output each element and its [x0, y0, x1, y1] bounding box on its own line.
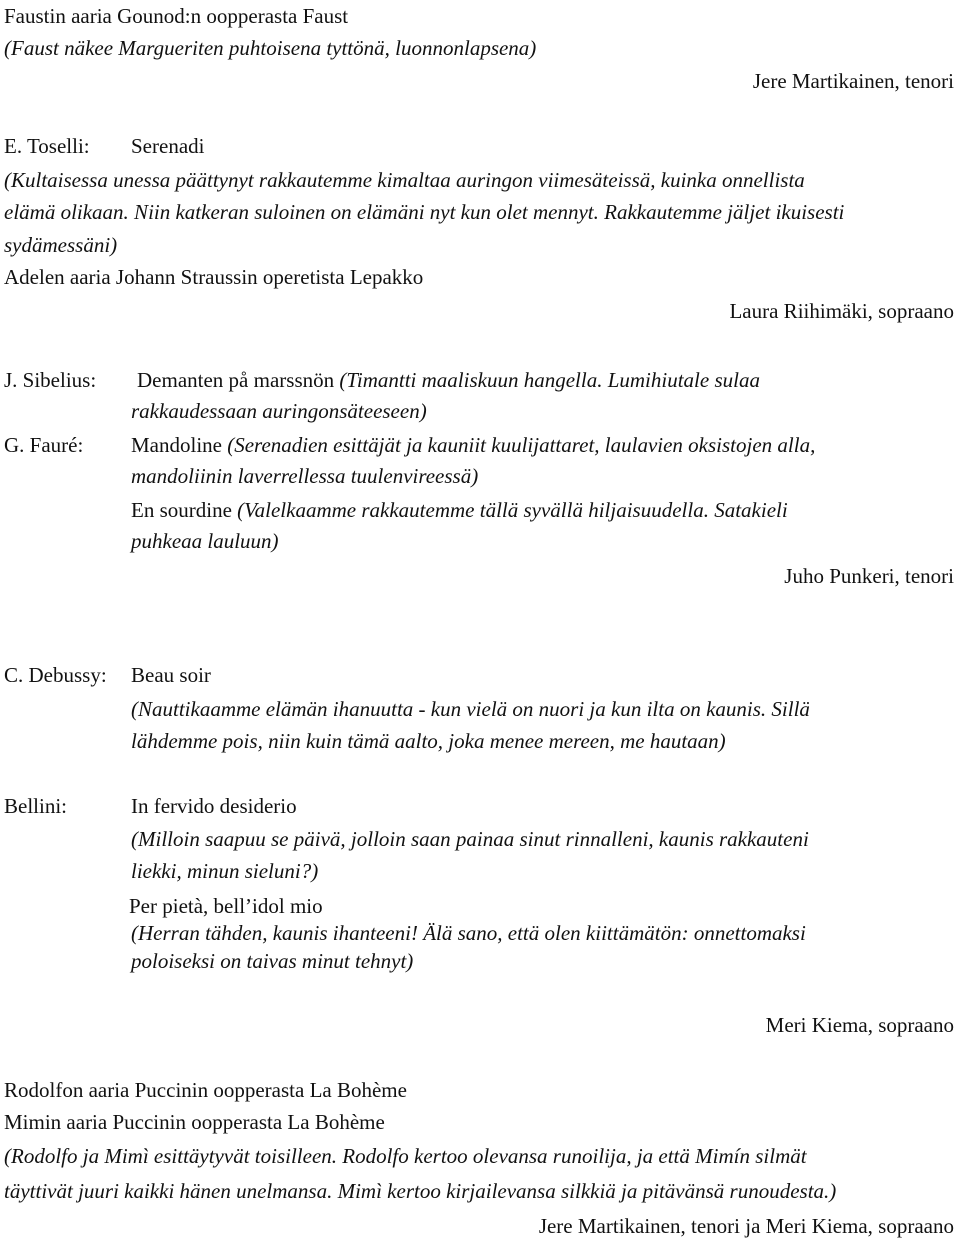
sourdine-description-line-2: puhkeaa lauluun) — [131, 529, 279, 553]
bellini-performer: Meri Kiema, sopraano — [765, 1013, 954, 1037]
mandoline-description-line-1: (Serenadien esittäjät ja kauniit kuulijattaret, laulavien oksistojen alla, — [227, 433, 816, 457]
bellini-song-1-description-line-1: (Milloin saapuu se päivä, jolloin saan painaa sinut rinnalleni, kaunis rakkauteni — [131, 827, 809, 851]
debussy-title: Beau soir — [131, 663, 211, 687]
adele-title: Adelen aaria Johann Straussin operetista Lepakko — [4, 265, 424, 289]
bellini-song-2-title: Per pietà, bell’idol mio — [129, 894, 323, 918]
toselli-description-line-3: sydämessäni) — [4, 233, 118, 257]
bellini-song-2-description-line-1: (Herran tähden, kaunis ihanteeni! Älä sano, että olen kiittämätön: onnettomaksi — [131, 921, 806, 945]
faure-mandoline — [131, 435, 815, 456]
bellini-song-1-title: In fervido desiderio — [131, 794, 297, 818]
faust-description: (Faust näkee Margueriten puhtoisena tyttönä, luonnonlapsena) — [4, 36, 537, 60]
puccini-description-line-1: (Rodolfo ja Mimì esittäytyvät toisilleen. Rodolfo kertoo olevansa runoilija, ja että Mimín silmät — [4, 1144, 807, 1168]
bellini-composer: Bellini: — [4, 794, 67, 818]
toselli-description-line-1: (Kultaisessa unessa päättynyt rakkautemme kimaltaa auringon viimesäteissä, kuinka onnellista — [4, 168, 805, 192]
bellini-song-2-description-line-2: poloiseksi on taivas minut tehnyt) — [131, 949, 414, 973]
faure-performer: Juho Punkeri, tenori — [784, 564, 954, 588]
mandoline-description-line-2: mandoliinin laverrellessa tuulenvireessä) — [131, 464, 479, 488]
faure-sourdine — [131, 500, 788, 521]
sibelius-description-line-2: rakkaudessaan auringonsäteeseen) — [131, 399, 427, 423]
sibelius-title: Demanten på marssnön — [137, 368, 335, 392]
sibelius-song — [137, 370, 760, 391]
puccini-description-line-2: täyttivät juuri kaikki hänen unelmansa. Mimì kertoo kirjailevansa silkkiä ja pitävänsä runoudesta.) — [4, 1179, 837, 1203]
debussy-description-line-2: lähdemme pois, niin kuin tämä aalto, joka menee mereen, me hautaan) — [131, 729, 726, 753]
toselli-title: Serenadi — [131, 134, 205, 158]
debussy-composer: C. Debussy: — [4, 663, 107, 687]
sibelius-composer: J. Sibelius: — [4, 368, 97, 392]
faust-title: Faustin aaria Gounod:n oopperasta Faust — [4, 4, 349, 28]
mandoline-title: Mandoline — [131, 433, 222, 457]
toselli-description-line-2: elämä olikaan. Niin katkeran suloinen on elämäni nyt kun olet mennyt. Rakkautemme jäljet ikuisesti — [4, 200, 845, 224]
puccini-rodolfo-aria: Rodolfon aaria Puccinin oopperasta La Bohème — [4, 1078, 407, 1102]
faust-performer: Jere Martikainen, tenori — [752, 69, 954, 93]
puccini-mimi-aria: Mimin aaria Puccinin oopperasta La Bohème — [4, 1110, 385, 1134]
sourdine-title: En sourdine — [131, 498, 232, 522]
bellini-song-1-description-line-2: liekki, minun sieluni?) — [131, 859, 319, 883]
sourdine-description-line-1: (Valelkaamme rakkautemme tällä syvällä hiljaisuudella. Satakieli — [237, 498, 788, 522]
toselli-composer: E. Toselli: — [4, 134, 90, 158]
faure-composer: G. Fauré: — [4, 433, 84, 457]
puccini-performers: Jere Martikainen, tenori ja Meri Kiema, sopraano — [538, 1214, 954, 1238]
adele-performer: Laura Riihimäki, sopraano — [729, 299, 954, 323]
debussy-description-line-1: (Nauttikaamme elämän ihanuutta - kun vielä on nuori ja kun ilta on kaunis. Sillä — [131, 697, 810, 721]
sibelius-description-line-1: (Timantti maaliskuun hangella. Lumihiutale sulaa — [339, 368, 760, 392]
